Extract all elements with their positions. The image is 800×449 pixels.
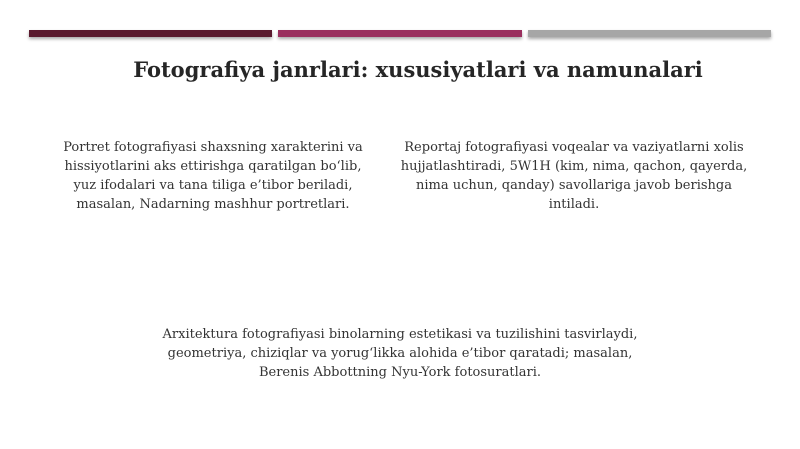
accent-bar-left (29, 30, 272, 37)
reportage-text-block: Reportaj fotografiyasi voqealar va vaziyatlarni xolis hujjatlashtiradi, 5W1H (kim, nima, qachon, qayerda, nima uchun, qanday) savollariga javob berishga intiladi. (400, 140, 748, 212)
portrait-text-block: Portret fotografiyasi shaxsning xarakterini va hissiyotlarini aks ettirishga qaratilgan bo‘lib, yuz ifodalari va tana tiliga e’tibor beriladi, masalan, Nadarning mashhur portretlari. (63, 140, 363, 212)
architecture-text-block: Arxitektura fotografiyasi binolarning estetikasi va tuzilishini tasvirlaydi, geometriya, chiziqlar va yorug‘likka alohida e’tibor qaratadi; masalan, Berenis Abbottning Nyu-York fotosuratlari. (162, 327, 638, 380)
accent-bar-right (528, 30, 771, 37)
accent-bar-middle (278, 30, 522, 37)
slide-title: Fotografiya janrlari: xususiyatlari va namunalari (133, 57, 703, 82)
